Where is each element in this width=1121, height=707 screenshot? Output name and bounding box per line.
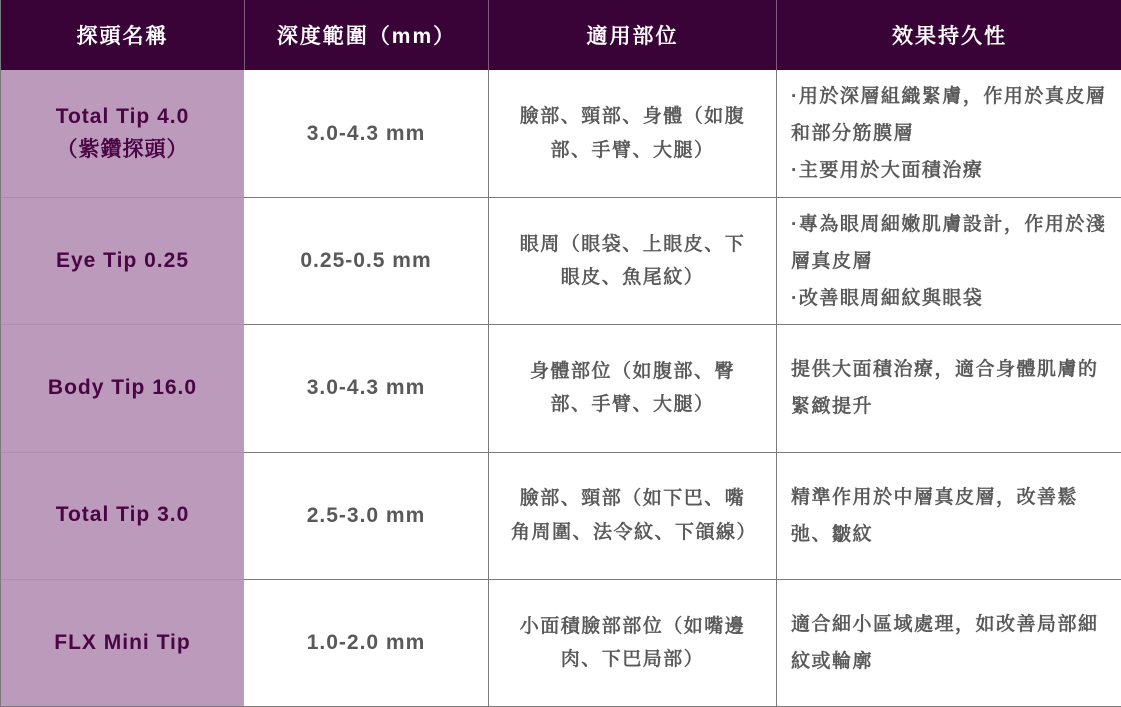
applicable-areas-cell: 小面積臉部部位（如嘴邊肉、下巴局部）	[488, 579, 776, 706]
applicable-areas-cell: 臉部、頸部（如下巴、嘴角周圍、法令紋、下頜線）	[488, 452, 776, 579]
probe-subname: （紫鑽探頭）	[56, 137, 189, 161]
effect-line: ·專為眼周細嫩肌膚設計，作用於淺層真皮層	[791, 213, 1107, 272]
effect-durability-cell	[776, 579, 1121, 706]
depth-range-cell: 2.5-3.0 mm	[244, 452, 488, 579]
header-row	[1, 0, 1121, 70]
depth-range-cell: 3.0-4.3 mm	[244, 70, 488, 197]
applicable-areas-cell: 眼周（眼袋、上眼皮、下眼皮、魚尾紋）	[488, 197, 776, 324]
probe-name-cell	[1, 324, 244, 451]
table-row	[1, 70, 1121, 197]
header-effect-durability: 效果持久性	[776, 0, 1121, 70]
effect-durability-cell	[776, 197, 1121, 324]
effect-line: 適合細小區域處理，如改善局部細紋或輪廓	[791, 613, 1099, 672]
probe-name: Body Tip 16.0	[47, 376, 198, 400]
effect-line: ·改善眼周細紋與眼袋	[791, 287, 984, 309]
table-row	[1, 197, 1121, 324]
effect-line: 精準作用於中層真皮層，改善鬆弛、皺紋	[791, 486, 1079, 545]
table-row	[1, 579, 1121, 706]
probe-name-cell	[1, 197, 244, 324]
effect-line: ·用於深層組織緊膚，作用於真皮層和部分筋膜層	[791, 86, 1107, 145]
probe-name: Total Tip 4.0	[55, 105, 190, 129]
probe-name-cell	[1, 452, 244, 579]
table-row	[1, 324, 1121, 451]
applicable-areas-cell: 臉部、頸部、身體（如腹部、手臂、大腿）	[488, 70, 776, 197]
depth-range-cell: 0.25-0.5 mm	[244, 197, 488, 324]
depth-range-cell: 1.0-2.0 mm	[244, 579, 488, 706]
header-applicable-areas: 適用部位	[488, 0, 776, 70]
effect-durability-cell	[776, 452, 1121, 579]
table-header	[1, 0, 1121, 70]
depth-range-cell: 3.0-4.3 mm	[244, 324, 488, 451]
probe-name: Eye Tip 0.25	[55, 249, 190, 272]
table-body	[1, 70, 1121, 706]
probe-name-cell	[1, 579, 244, 706]
header-depth-range: 深度範圍（mm）	[244, 0, 488, 70]
effect-durability-cell	[776, 324, 1121, 451]
table-row	[1, 452, 1121, 579]
header-probe-name: 探頭名稱	[1, 0, 244, 70]
probe-name: Total Tip 3.0	[55, 503, 190, 527]
effect-line: ·主要用於大面積治療	[791, 160, 984, 182]
applicable-areas-cell: 身體部位（如腹部、臀部、手臂、大腿）	[488, 324, 776, 451]
probe-name: FLX Mini Tip	[54, 630, 191, 654]
effect-durability-cell	[776, 70, 1121, 197]
probe-name-cell	[1, 70, 244, 197]
effect-line: 提供大面積治療，適合身體肌膚的緊緻提升	[791, 359, 1099, 418]
